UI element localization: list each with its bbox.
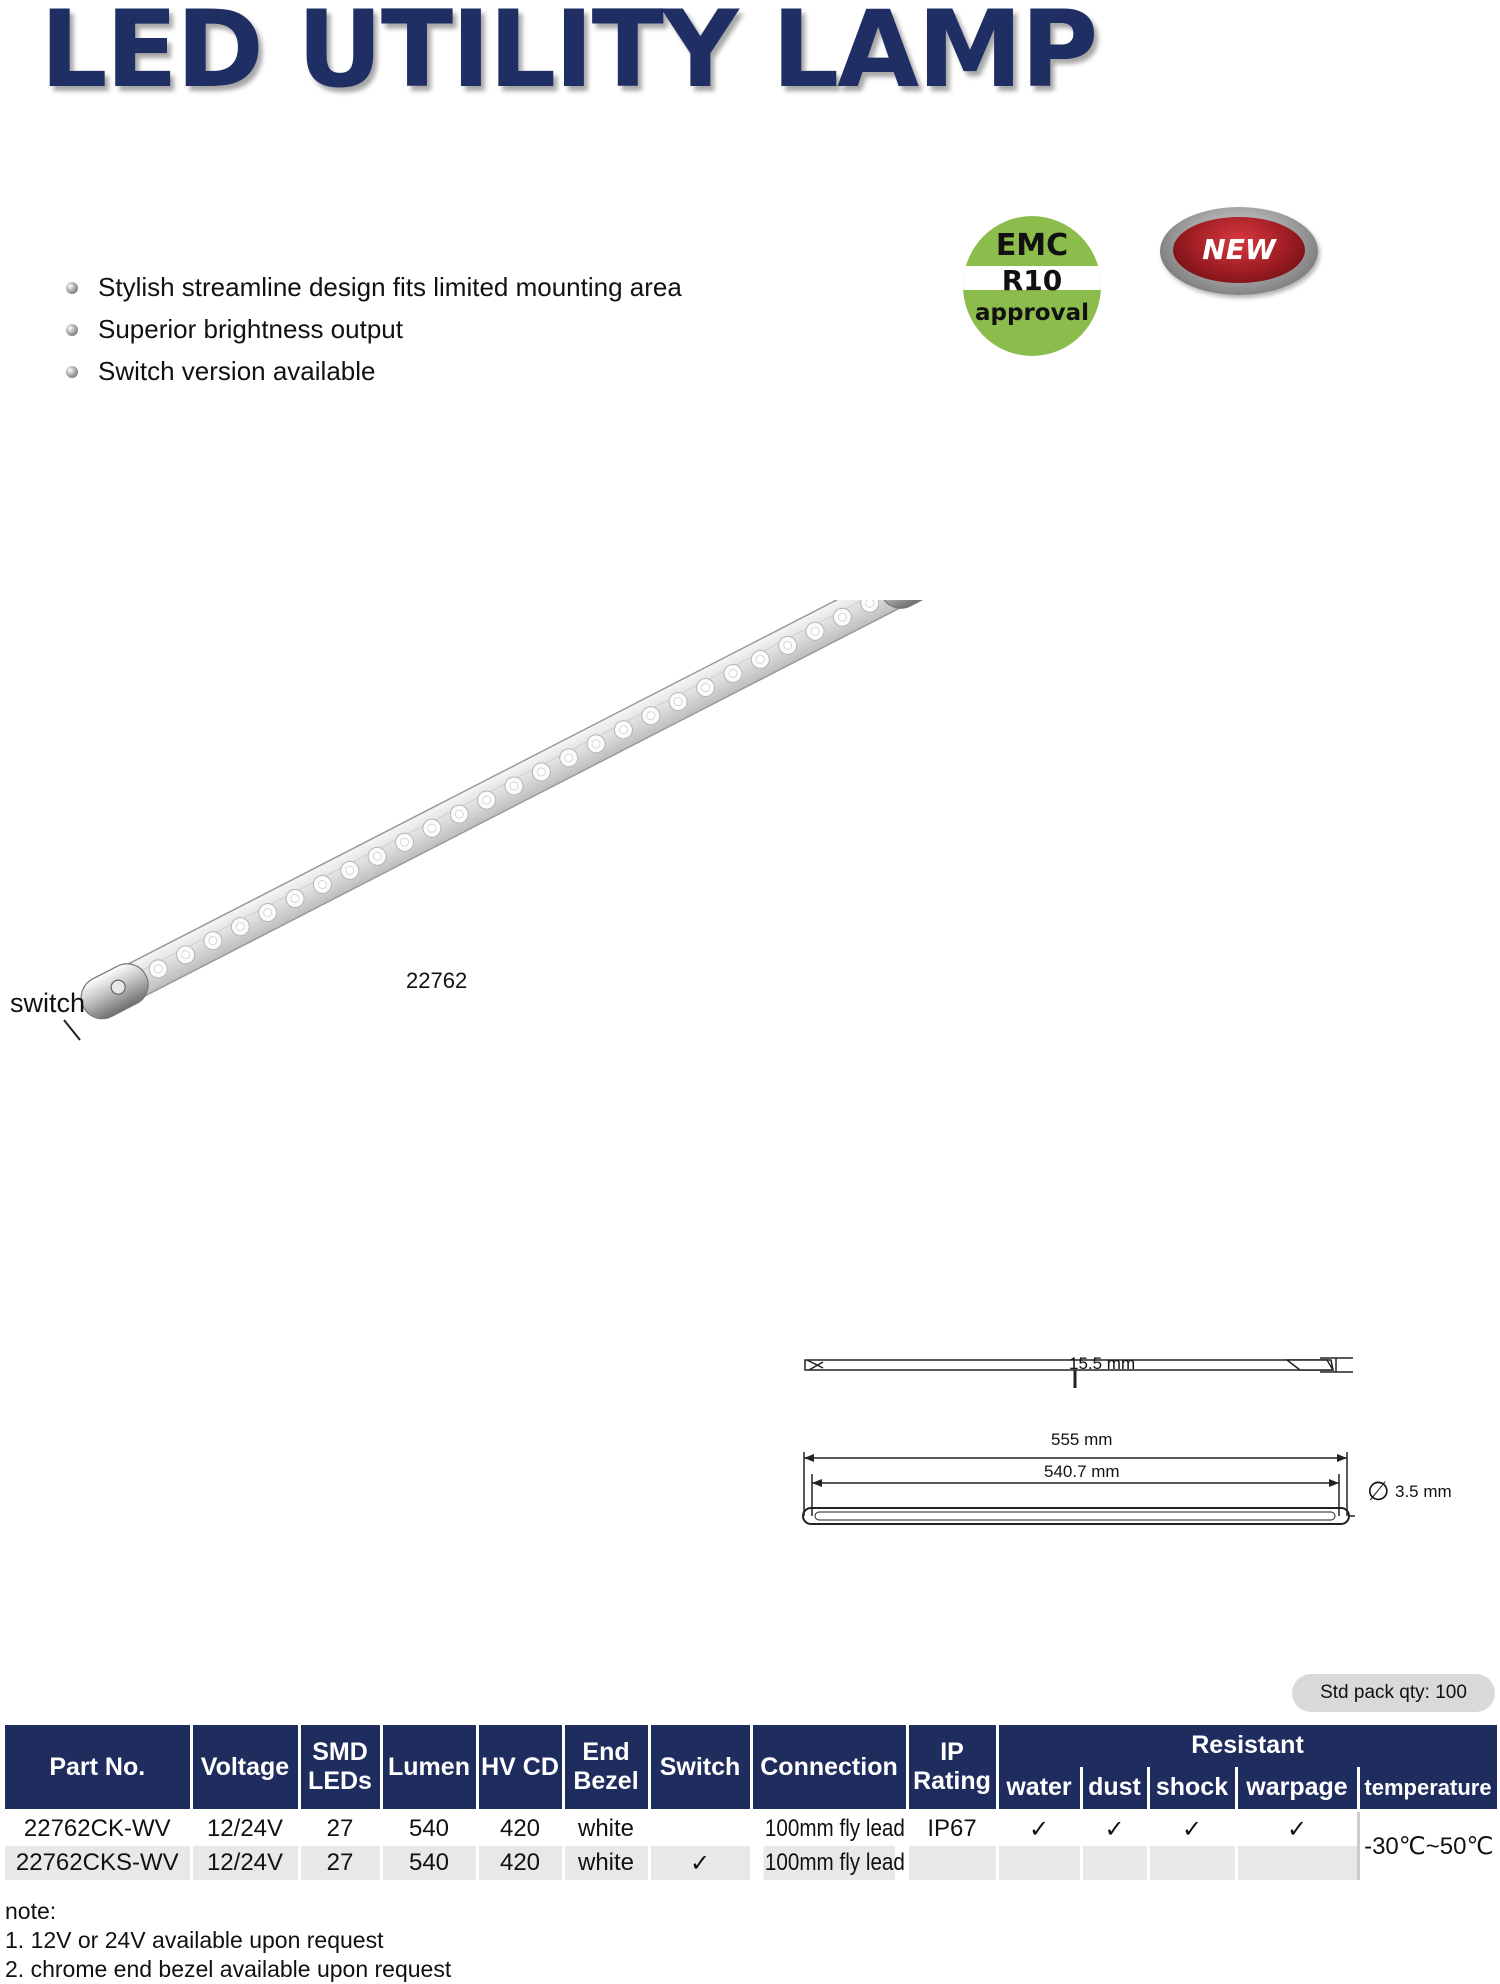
header-end-bezel: End Bezel xyxy=(563,1725,649,1811)
new-badge-label: NEW xyxy=(1173,217,1305,283)
feature-item xyxy=(66,266,682,308)
cell-warpage: ✓ xyxy=(1236,1811,1358,1847)
lamp-body xyxy=(74,600,954,1026)
header-shock: shock xyxy=(1148,1767,1236,1811)
header-ip-rating: IP Rating xyxy=(907,1725,997,1811)
header-lumen: Lumen xyxy=(381,1725,477,1811)
note-item: 1. 12V or 24V available upon request xyxy=(5,1927,384,1953)
bullet-icon xyxy=(66,324,78,336)
model-label: 22762 xyxy=(406,968,468,993)
overall-length-dimension: 555 mm xyxy=(1051,1430,1113,1449)
table-row xyxy=(5,1846,1498,1880)
bullet-icon xyxy=(66,282,78,294)
lamp-illustration xyxy=(0,600,1040,1120)
bullet-icon xyxy=(66,366,78,378)
cell-water: ✓ xyxy=(997,1811,1081,1847)
cell-switch xyxy=(649,1811,751,1847)
feature-text: Superior brightness output xyxy=(98,314,403,344)
header-switch: Switch xyxy=(649,1725,751,1811)
cell-switch: ✓ xyxy=(649,1846,751,1880)
feature-text: Switch version available xyxy=(98,356,376,386)
notes xyxy=(5,1897,451,1984)
notes-heading: note: xyxy=(5,1898,57,1924)
feature-item xyxy=(66,350,682,392)
cell-ip-rating xyxy=(907,1846,997,1880)
feature-item xyxy=(66,308,682,350)
cell-temperature: -30℃~50℃ xyxy=(1358,1811,1498,1881)
cell-part-no: 22762CK-WV xyxy=(5,1811,191,1847)
emc-badge-line2: R10 xyxy=(1001,264,1063,297)
cell-warpage xyxy=(1236,1846,1358,1880)
cell-dust: ✓ xyxy=(1081,1811,1148,1847)
header-temperature: temperature xyxy=(1358,1767,1498,1811)
cell-water xyxy=(997,1846,1081,1880)
cell-voltage: 12/24V xyxy=(191,1846,299,1880)
cell-hv-cd: 420 xyxy=(477,1811,563,1847)
note-item: 2. chrome end bezel available upon request xyxy=(5,1956,452,1982)
mounting-length-dimension: 540.7 mm xyxy=(1044,1462,1120,1481)
cell-connection: 100mm fly lead xyxy=(762,1846,896,1880)
header-hv-cd: HV CD xyxy=(477,1725,563,1811)
cell-lumen: 540 xyxy=(381,1811,477,1847)
cell-shock: ✓ xyxy=(1148,1811,1236,1847)
feature-text: Stylish streamline design fits limited mounting area xyxy=(98,272,682,302)
cell-end-bezel: white xyxy=(563,1846,649,1880)
switch-pointer xyxy=(64,1020,80,1040)
new-badge xyxy=(1160,207,1318,295)
cell-end-bezel: white xyxy=(563,1811,649,1847)
cell-dust xyxy=(1081,1846,1148,1880)
hole-dimension: 3.5 mm xyxy=(1395,1482,1452,1501)
header-connection: Connection xyxy=(751,1725,907,1811)
cell-hv-cd: 420 xyxy=(477,1846,563,1880)
switch-label: switch xyxy=(10,988,86,1018)
cell-voltage: 12/24V xyxy=(191,1811,299,1847)
header-water: water xyxy=(997,1767,1081,1811)
cell-smd-leds: 27 xyxy=(299,1811,381,1847)
header-dust: dust xyxy=(1081,1767,1148,1811)
header-part-no: Part No. xyxy=(5,1725,191,1811)
cell-part-no: 22762CKS-WV xyxy=(5,1846,191,1880)
cell-connection: 100mm fly lead xyxy=(762,1811,896,1847)
emc-approval-badge xyxy=(963,216,1101,356)
header-smd-leds: SMD LEDs xyxy=(299,1725,381,1811)
diameter-icon: ∅ xyxy=(1367,1476,1390,1506)
cell-shock xyxy=(1148,1846,1236,1880)
feature-list xyxy=(66,266,682,392)
emc-badge-line1: EMC xyxy=(995,228,1069,263)
header-resistant: Resistant xyxy=(997,1725,1498,1767)
cell-lumen: 540 xyxy=(381,1846,477,1880)
page-title: LED UTILITY LAMP xyxy=(40,0,1097,111)
header-voltage: Voltage xyxy=(191,1725,299,1811)
header-warpage: warpage xyxy=(1236,1767,1358,1811)
table-row xyxy=(5,1811,1498,1847)
cell-smd-leds: 27 xyxy=(299,1846,381,1880)
emc-badge-line3: approval xyxy=(975,300,1089,326)
height-dimension: 15.5 mm xyxy=(1069,1354,1136,1373)
spec-table xyxy=(5,1725,1500,1880)
cell-ip-rating: IP67 xyxy=(907,1811,997,1847)
std-pack-badge: Std pack qty: 100 xyxy=(1292,1674,1495,1712)
